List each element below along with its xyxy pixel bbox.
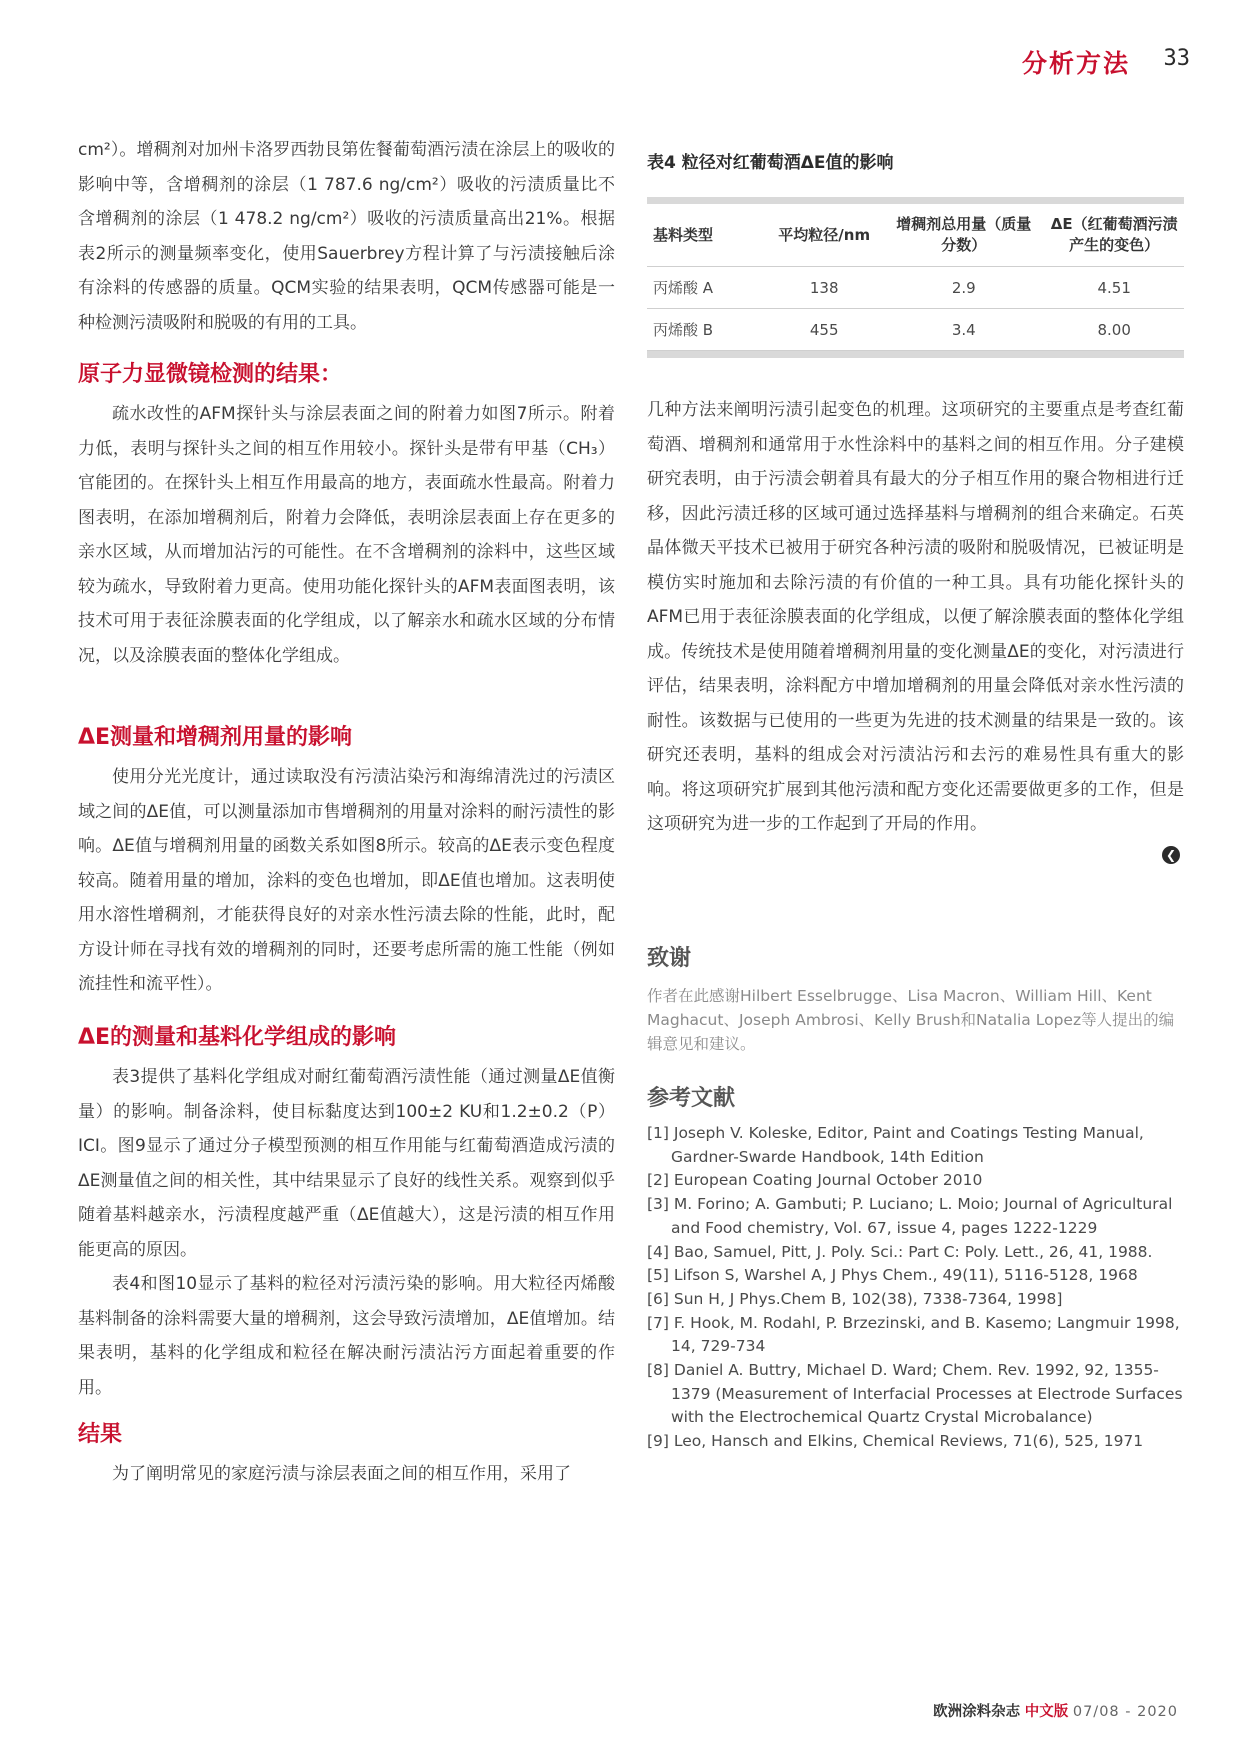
table-top-rule <box>647 197 1184 204</box>
table-header-cell: 平均粒径/nm <box>765 204 883 267</box>
de-thickener-heading: ΔE测量和增稠剂用量的影响 <box>78 725 353 750</box>
table-row <box>647 309 1184 351</box>
acknowledgements-text: 作者在此感谢Hilbert Esselbrugge、Lisa Macron、William Hill、Kent Maghacut、Joseph Ambrosi、Kelly Brush和Natalia Lopez等人提出的编辑意见和建议。 <box>647 987 1175 1053</box>
table-cell: 455 <box>765 309 883 351</box>
reference-item: [8] Daniel A. Buttry, Michael D. Ward; Chem. Rev. 1992, 92, 1355-1379 (Measurement of Interfacial Processes at Electrode Surfaces with the Electrochemical Quartz Crystal Microbalance) <box>647 1361 1183 1427</box>
reference-item: [6] Sun H, J Phys.Chem B, 102(38), 7338-7364, 1998] <box>647 1289 1063 1308</box>
section-title: 分析方法 <box>1021 49 1130 78</box>
table4 <box>647 204 1184 351</box>
table-cell: 138 <box>765 267 883 309</box>
conclusion-continued <box>647 393 1184 842</box>
de-binder-paragraph-1: 表3提供了基料化学组成对耐红葡萄酒污渍性能（通过测量ΔE值衡量）的影响。制备涂料，使目标黏度达到100±2 KU和1.2±0.2（P）ICI。图9显示了通过分子模型预测的相互作用能与红葡萄酒造成污渍的ΔE测量值之间的相关性，其中结果显示了良好的线性关系。观察到似乎随着基料越亲水，污渍程度越严重（ΔE值越大），这是污渍的相互作用能更高的原因。 <box>78 1067 615 1260</box>
acknowledgements-section <box>647 941 1184 1056</box>
references-section <box>647 1081 1184 1454</box>
table-bottom-rule <box>647 351 1184 358</box>
afm-paragraph: 疏水改性的AFM探针头与涂层表面之间的附着力如图7所示。附着力低，表明与探针头之间的相互作用较小。探针头是带有甲基（CH₃）官能团的。在探针头上相互作用最高的地方，表面疏水性最高。附着力图表明，在添加增稠剂后，附着力会降低，表明涂层表面上存在更多的亲水区域，从而增加沾污的可能性。在不含增稠剂的涂料中，这些区域较为疏水，导致附着力更高。使用功能化探针头的AFM表面图表明，该技术可用于表征涂膜表面的化学组成，以了解亲水和疏水区域的分布情况，以及涂膜表面的整体化学组成。 <box>78 404 615 666</box>
table4-title: 表4 粒径对红葡萄酒ΔE值的影响 <box>647 153 894 173</box>
reference-item: [2] European Coating Journal October 2010 <box>647 1171 983 1190</box>
reference-item: [3] M. Forino; A. Gambuti; P. Luciano; L. Moio; Journal of Agricultural and Food chemistry, Vol. 67, issue 4, pages 1222-1229 <box>647 1195 1173 1237</box>
table-header-cell: 增稠剂总用量（质量分数） <box>883 204 1044 267</box>
afm-section <box>78 357 615 673</box>
de-thickener-paragraph: 使用分光光度计，通过读取没有污渍沾染污和海绵清洗过的污渍区域之间的ΔE值，可以测量添加市售增稠剂的用量对涂料的耐污渍性的影响。ΔE值与增稠剂用量的函数关系如图8所示。较高的ΔE表示变色程度较高。随着用量的增加，涂料的变色也增加，即ΔE值也增加。这表明使用水溶性增稠剂，才能获得良好的对亲水性污渍去除的性能，此时，配方设计师在寻找有效的增稠剂的同时，还要考虑所需的施工性能（例如流挂性和流平性）。 <box>78 767 615 994</box>
issue-date: 07/08 - 2020 <box>1072 1704 1178 1720</box>
table-cell: 2.9 <box>883 267 1044 309</box>
afm-heading: 原子力显微镜检测的结果： <box>78 362 343 387</box>
reference-item: [4] Bao, Samuel, Pitt, J. Poly. Sci.: Part C: Poly. Lett., 26, 41, 1988. <box>647 1242 1153 1261</box>
table-header-row <box>647 204 1184 267</box>
table-header-cell: 基料类型 <box>647 204 765 267</box>
reference-item: [1] Joseph V. Koleske, Editor, Paint and Coatings Testing Manual, Gardner-Swarde Handbook, 14th Edition <box>647 1124 1144 1166</box>
edition-label: 中文版 <box>1024 1704 1069 1720</box>
references-list <box>647 1122 1184 1454</box>
de-binder-heading: ΔE的测量和基料化学组成的影响 <box>78 1025 397 1050</box>
back-arrow-circle-icon[interactable]: ❮ <box>1162 846 1180 864</box>
table-row <box>647 267 1184 309</box>
table-cell: 丙烯酸 A <box>647 267 765 309</box>
de-binder-section <box>78 1020 615 1405</box>
conclusion-paragraph: 几种方法来阐明污渍引起变色的机理。这项研究的主要重点是考查红葡萄酒、增稠剂和通常用于水性涂料中的基料之间的相互作用。分子建模研究表明，由于污渍会朝着具有最大的分子相互作用的聚合物相进行迁移，因此污渍迁移的区域可通过选择基料与增稠剂的组合来确定。石英晶体微天平技术已被用于研究各种污渍的吸附和脱吸情况，已被证明是模仿实时施加和去除污渍的有价值的一种工具。具有功能化探针头的AFM已用于表征涂膜表面的化学组成，以便了解涂膜表面的整体化学组成。传统技术是使用随着增稠剂用量的变化测量ΔE的变化，对污渍进行评估，结果表明，涂料配方中增加增稠剂的用量会降低对亲水性污渍的耐性。该数据与已使用的一些更为先进的技术测量的结果是一致的。该研究还表明，基料的组成会对污渍沾污和去污的难易性具有重大的影响。将这项研究扩展到其他污渍和配方变化还需要做更多的工作，但是这项研究为进一步的工作起到了开局的作用。 <box>647 400 1184 834</box>
left-column <box>78 133 615 340</box>
table-cell: 3.4 <box>883 309 1044 351</box>
results-heading: 结果 <box>78 1422 123 1447</box>
page-number: 33 <box>1163 46 1190 71</box>
publication-name: 欧洲涂料杂志 <box>933 1704 1021 1720</box>
table-header-cell: ΔE（红葡萄酒污渍产生的变色） <box>1044 204 1184 267</box>
table-cell: 8.00 <box>1044 309 1184 351</box>
de-binder-paragraph-2: 表4和图10显示了基料的粒径对污渍污染的影响。用大粒径丙烯酸基料制备的涂料需要大量的增稠剂，这会导致污渍增加，ΔE值增加。结果表明，基料的化学组成和粒径在解决耐污渍沾污方面起着重要的作用。 <box>78 1274 615 1398</box>
results-section <box>78 1417 615 1492</box>
table-cell: 丙烯酸 B <box>647 309 765 351</box>
references-heading: 参考文献 <box>647 1086 736 1111</box>
reference-item: [5] Lifson S, Warshel A, J Phys Chem., 49(11), 5116-5128, 1968 <box>647 1266 1138 1285</box>
intro-paragraph: cm²）。增稠剂对加州卡洛罗西勃艮第佐餐葡萄酒污渍在涂层上的吸收的影响中等，含增稠剂的涂层（1 787.6 ng/cm²）吸收的污渍质量比不含增稠剂的涂层（1 478.2 ng/cm²）吸收的污渍质量高出21%。根据表2所示的测量频率变化，使用Sauerbrey方程计算了与污渍接触后涂有涂料的传感器的质量。QCM实验的结果表明，QCM传感器可能是一种检测污渍吸附和脱吸的有用的工具。 <box>78 140 615 333</box>
acknowledgements-heading: 致谢 <box>647 946 692 971</box>
reference-item: [7] F. Hook, M. Rodahl, P. Brzezinski, and B. Kasemo; Langmuir 1998, 14, 729-734 <box>647 1313 1180 1356</box>
page-footer <box>933 1700 1178 1721</box>
de-thickener-section <box>78 720 615 1002</box>
table4-block <box>647 148 1184 358</box>
table-cell: 4.51 <box>1044 267 1184 309</box>
results-paragraph: 为了阐明常见的家庭污渍与涂层表面之间的相互作用，采用了 <box>112 1464 571 1484</box>
reference-item: [9] Leo, Hansch and Elkins, Chemical Reviews, 71(6), 525, 1971 <box>647 1432 1144 1451</box>
